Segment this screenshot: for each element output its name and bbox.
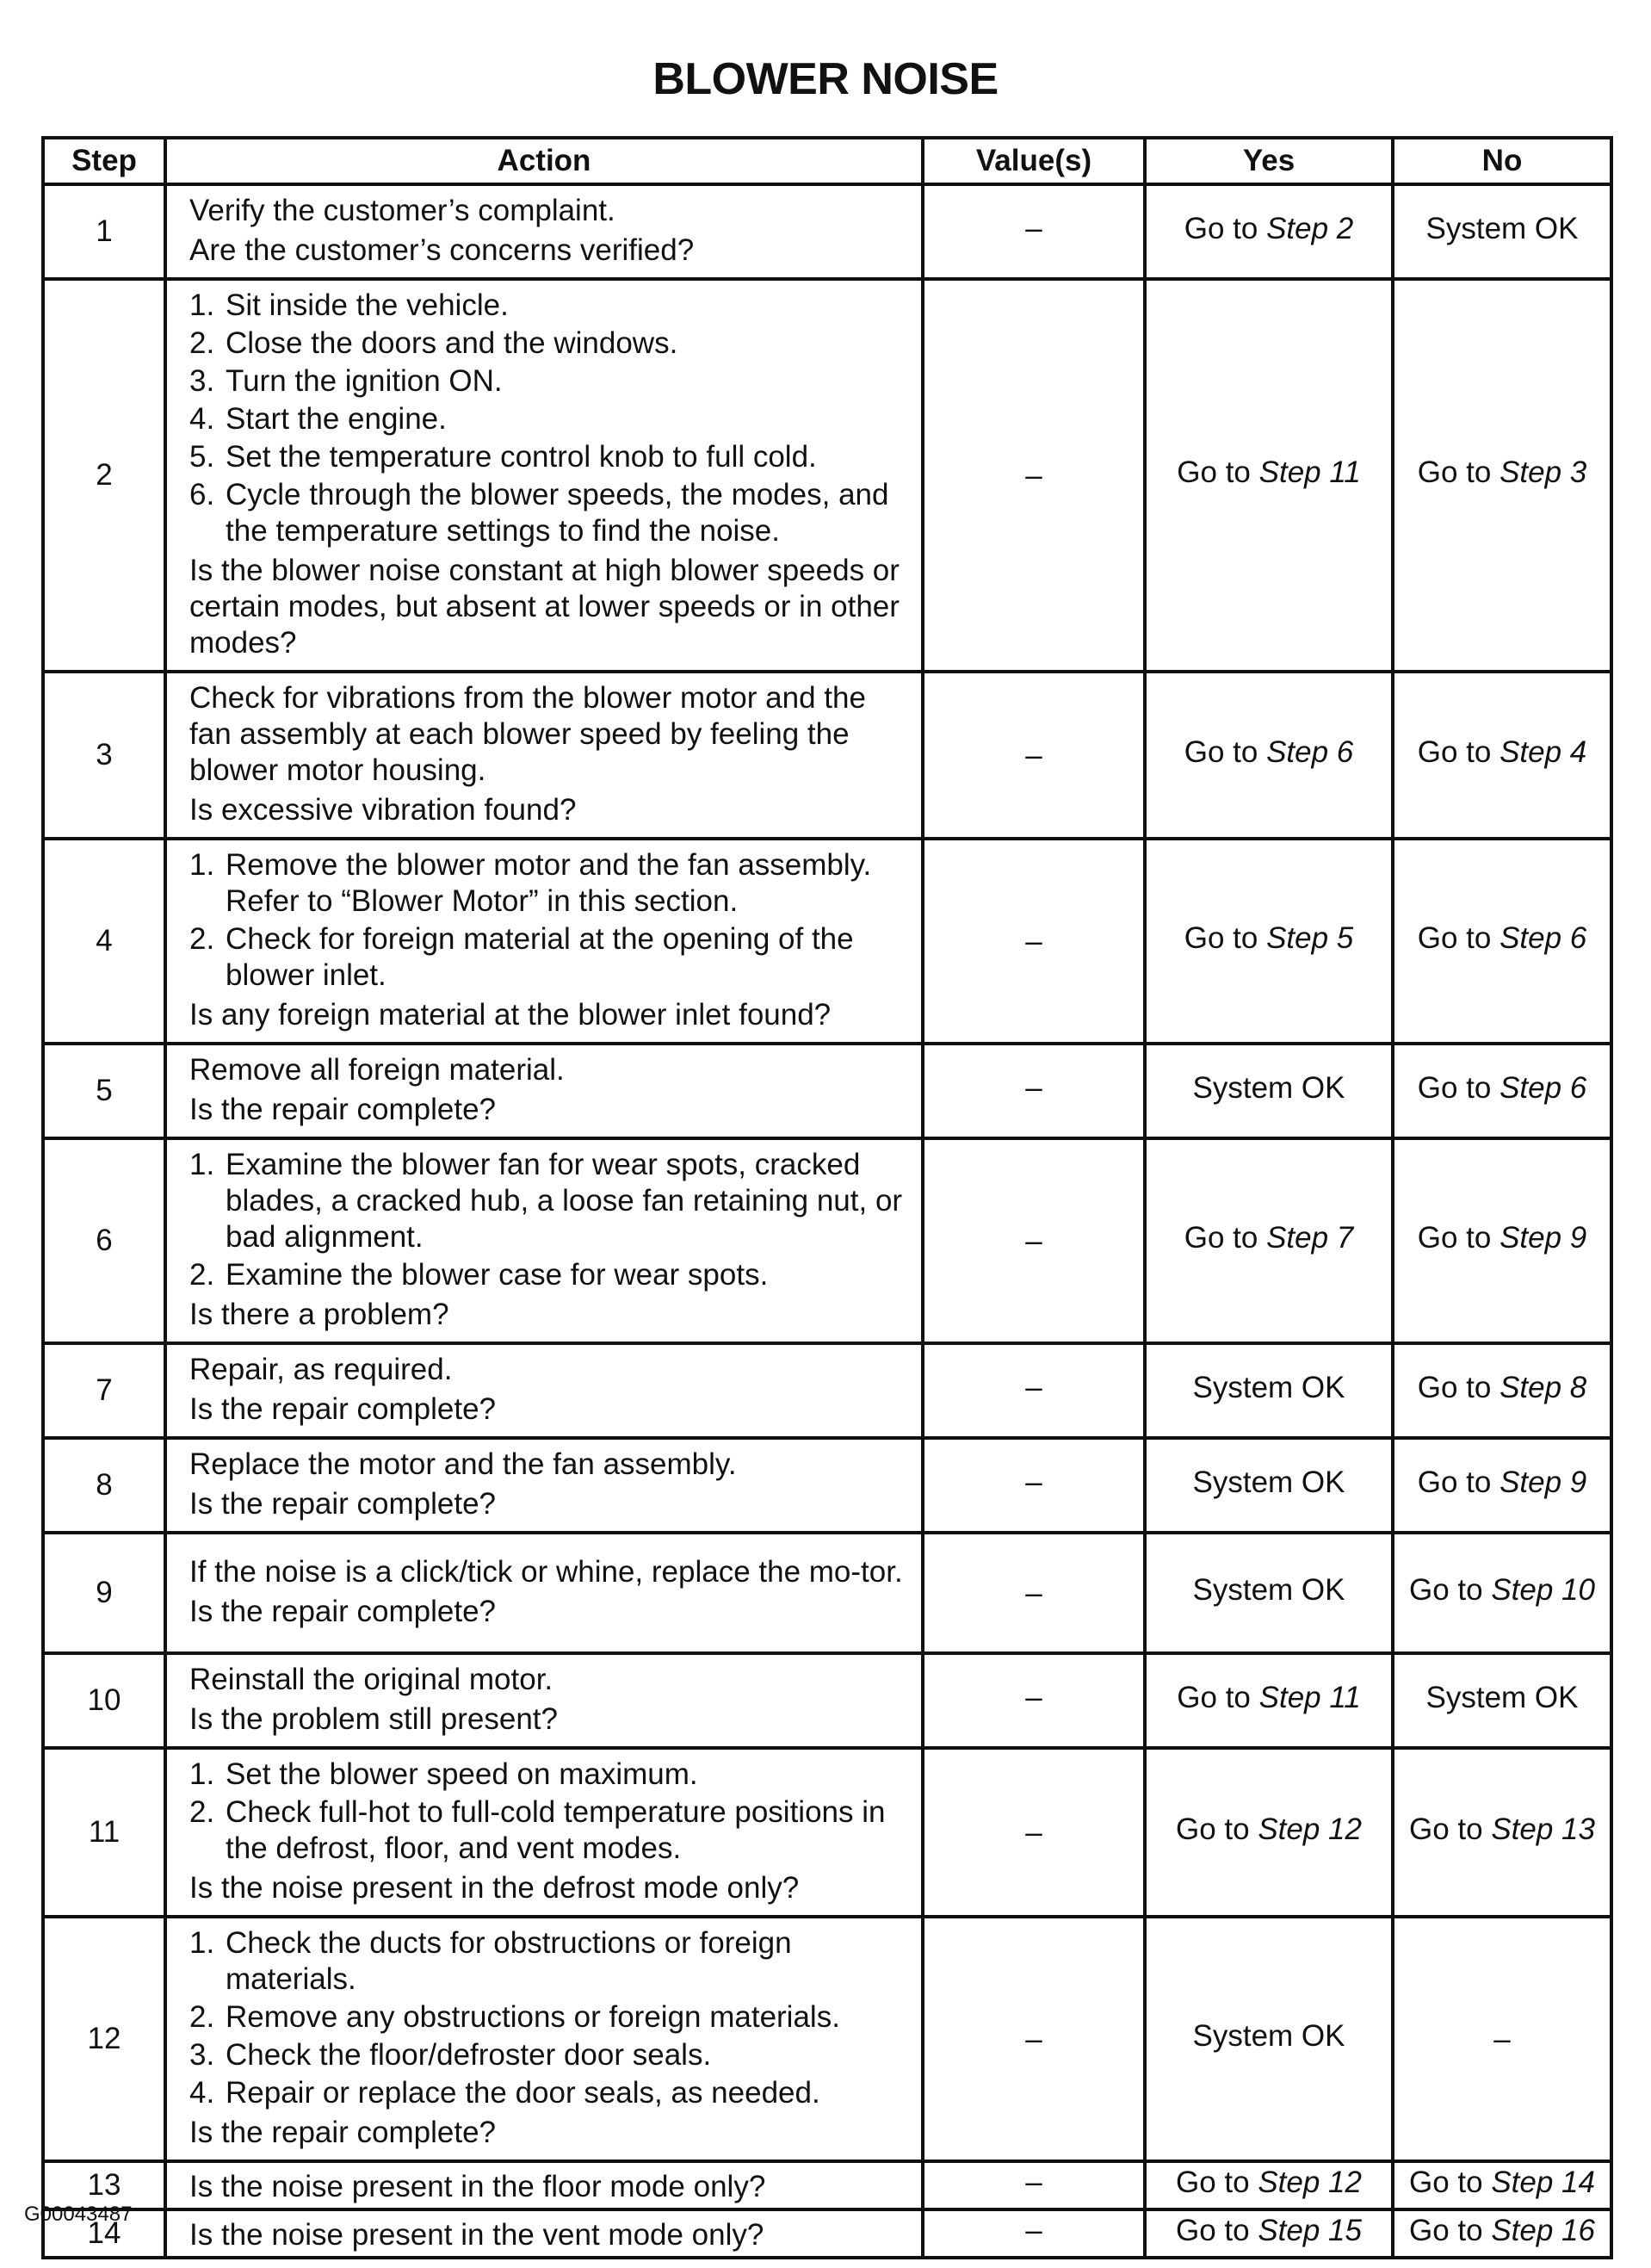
list-number: 1. [189,848,215,882]
table-row [43,2209,1611,2258]
action-cell [165,672,923,839]
no-text: Go to [1409,2213,1492,2247]
action-cell [165,279,923,672]
action-cell [165,839,923,1044]
step-number: 13 [43,2161,165,2209]
table-row [43,1533,1611,1653]
no-cell [1393,1748,1611,1917]
list-number: 1. [189,1148,215,1181]
no-cell [1393,672,1611,839]
no-step-ref: Step 8 [1500,1370,1587,1404]
value-cell: – [923,2161,1145,2209]
value-cell: – [923,672,1145,839]
list-number: 3. [189,364,215,398]
action-list-item [189,401,909,437]
list-number: 6. [189,478,215,511]
no-step-ref: Step 9 [1500,1465,1587,1499]
step-number: 7 [43,1343,165,1438]
list-number: 4. [189,402,215,436]
action-cell [165,1917,923,2161]
header-values: Value(s) [923,138,1145,184]
action-cell [165,1653,923,1748]
list-text: Check the ducts for obstructions or foreign materials. [226,1926,792,1996]
no-cell [1393,1343,1611,1438]
table-row [43,1044,1611,1138]
yes-cell [1145,1438,1393,1533]
yes-cell [1145,672,1393,839]
yes-text: System OK [1192,1370,1345,1404]
list-text: Cycle through the blower speeds, the modes, and the temperature settings to find the noise. [226,478,889,548]
table-row [43,1343,1611,1438]
table-row [43,279,1611,672]
value-cell: – [923,1138,1145,1343]
no-step-ref: Step 16 [1491,2213,1595,2247]
no-cell [1393,1044,1611,1138]
list-text: Check full-hot to full-cold temperature positions in the defrost, floor, and vent modes. [226,1795,886,1865]
list-number: 2. [189,2000,215,2034]
yes-text: Go to [1184,734,1267,769]
header-no: No [1393,138,1611,184]
yes-step-ref: Step 11 [1258,455,1361,489]
list-text: Check for foreign material at the opening of the blower inlet. [226,922,854,992]
step-number: 14 [43,2209,165,2258]
step-number: 6 [43,1138,165,1343]
no-text: Go to [1417,1070,1500,1105]
action-text: Repair, as required. [189,1353,453,1386]
action-text: Remove all foreign material. [189,1053,565,1087]
no-step-ref: Step 6 [1500,1070,1587,1105]
no-step-ref: Step 10 [1491,1572,1595,1607]
yes-text: Go to [1177,1680,1259,1714]
no-step-ref: Step 14 [1491,2165,1595,2199]
action-question: Is excessive vibration found? [189,793,577,827]
action-question: Is the repair complete? [189,1392,497,1426]
action-question: Is the repair complete? [189,1595,497,1628]
no-cell [1393,279,1611,672]
value-cell: – [923,1917,1145,2161]
list-text: Set the temperature control knob to full cold. [226,440,817,474]
action-list-item [189,477,909,549]
list-number: 4. [189,2076,215,2110]
yes-text: Go to [1176,1812,1258,1846]
no-cell [1393,2161,1611,2209]
no-cell [1393,839,1611,1044]
action-list-item [189,2075,909,2111]
list-number: 2. [189,922,215,956]
yes-text: System OK [1192,1572,1345,1607]
table-row [43,839,1611,1044]
yes-step-ref: Step 2 [1266,211,1354,245]
yes-cell [1145,1044,1393,1138]
list-text: Repair or replace the door seals, as needed. [226,2076,820,2110]
list-text: Remove any obstructions or foreign materials. [226,2000,840,2034]
step-number: 10 [43,1653,165,1748]
no-text: System OK [1425,1680,1579,1714]
yes-text: Go to [1176,2213,1258,2247]
no-cell [1393,1138,1611,1343]
action-question: Is the problem still present? [189,1702,558,1736]
yes-cell [1145,1917,1393,2161]
no-step-ref: Step 3 [1500,455,1587,489]
no-step-ref: Step 6 [1500,920,1587,955]
list-number: 3. [189,2038,215,2072]
action-text: Reinstall the original motor. [189,1663,553,1696]
action-cell [165,1044,923,1138]
yes-text: System OK [1192,1465,1345,1499]
action-text: Replace the motor and the fan assembly. [189,1447,737,1481]
no-text: System OK [1425,211,1579,245]
action-list-item [189,439,909,475]
yes-text: Go to [1184,920,1267,955]
action-question: Is there a problem? [189,1298,449,1331]
yes-cell [1145,184,1393,279]
action-list-item [189,847,909,920]
value-cell: – [923,279,1145,672]
no-cell [1393,2209,1611,2258]
action-question: Is the repair complete? [189,2116,497,2149]
step-number: 5 [43,1044,165,1138]
action-text: If the noise is a click/tick or whine, replace the mo-tor. [189,1555,903,1589]
action-question: Is the noise present in the floor mode only? [189,2170,766,2203]
yes-text: Go to [1177,455,1259,489]
no-text: Go to [1417,734,1500,769]
diagnostic-table [41,136,1613,2259]
yes-step-ref: Step 12 [1258,1812,1362,1846]
value-cell: – [923,839,1145,1044]
value-cell: – [923,2209,1145,2258]
no-text: – [1493,2022,1511,2056]
yes-cell [1145,2209,1393,2258]
list-text: Turn the ignition ON. [226,364,503,398]
action-list-item [189,1257,909,1293]
yes-text: System OK [1192,2018,1345,2053]
yes-cell [1145,839,1393,1044]
no-text: Go to [1409,1812,1492,1846]
value-cell: – [923,1748,1145,1917]
table-header-row [43,138,1611,184]
yes-cell [1145,1533,1393,1653]
action-list-item [189,1757,909,1793]
action-question: Is the noise present in the defrost mode only? [189,1871,800,1905]
action-list-item [189,325,909,362]
no-step-ref: Step 9 [1500,1220,1587,1255]
no-text: Go to [1417,455,1500,489]
yes-step-ref: Step 7 [1266,1220,1354,1255]
table-row [43,184,1611,279]
no-cell [1393,1917,1611,2161]
yes-step-ref: Step 6 [1266,734,1354,769]
no-text: Go to [1417,920,1500,955]
value-cell: – [923,1044,1145,1138]
no-text: Go to [1417,1465,1500,1499]
step-number: 8 [43,1438,165,1533]
list-number: 2. [189,1795,215,1829]
list-number: 2. [189,1258,215,1292]
table-row [43,1748,1611,1917]
no-cell [1393,184,1611,279]
action-cell [165,184,923,279]
no-text: Go to [1417,1220,1500,1255]
step-number: 3 [43,672,165,839]
yes-cell [1145,2161,1393,2209]
header-yes: Yes [1145,138,1393,184]
header-action: Action [165,138,923,184]
action-cell [165,1138,923,1343]
no-step-ref: Step 4 [1500,734,1587,769]
action-question: Is the repair complete? [189,1093,497,1126]
value-cell: – [923,1533,1145,1653]
table-row [43,2161,1611,2209]
yes-step-ref: Step 5 [1266,920,1354,955]
yes-text: Go to [1176,2165,1258,2199]
list-text: Examine the blower fan for wear spots, cracked blades, a cracked hub, a loose fan retaining nut, or bad alignment. [226,1148,903,1254]
action-list-item [189,1999,909,2036]
action-cell [165,1343,923,1438]
yes-step-ref: Step 11 [1258,1680,1361,1714]
value-cell: – [923,1438,1145,1533]
action-cell [165,1748,923,1917]
yes-cell [1145,1748,1393,1917]
table-row [43,1438,1611,1533]
action-question: Is the blower noise constant at high blower speeds or certain modes, but absent at lower speeds or in other modes? [189,554,900,660]
list-text: Remove the blower motor and the fan assembly. Refer to “Blower Motor” in this section. [226,848,872,918]
yes-cell [1145,1343,1393,1438]
list-text: Examine the blower case for wear spots. [226,1258,769,1292]
action-text: Verify the customer’s complaint. [189,194,615,227]
list-text: Close the doors and the windows. [226,326,678,360]
list-number: 1. [189,1757,215,1791]
action-question: Is the noise present in the vent mode only? [189,2218,764,2252]
action-list-item [189,363,909,400]
no-text: Go to [1409,1572,1492,1607]
yes-step-ref: Step 12 [1258,2165,1362,2199]
header-step: Step [43,138,165,184]
action-cell [165,2161,923,2209]
step-number: 9 [43,1533,165,1653]
action-cell [165,2209,923,2258]
step-number: 11 [43,1748,165,1917]
step-number: 2 [43,279,165,672]
action-list-item [189,1147,909,1255]
yes-text: System OK [1192,1070,1345,1105]
list-text: Sit inside the vehicle. [226,288,509,322]
yes-step-ref: Step 15 [1258,2213,1362,2247]
table-row [43,1653,1611,1748]
table-body [43,184,1611,2258]
table-row [43,1138,1611,1343]
list-number: 1. [189,1926,215,1960]
yes-text: Go to [1184,1220,1267,1255]
action-question: Is the repair complete? [189,1487,497,1521]
no-step-ref: Step 13 [1491,1812,1595,1846]
no-text: Go to [1409,2165,1492,2199]
action-list-item [189,1794,909,1867]
action-question: Is any foreign material at the blower inlet found? [189,998,832,1032]
table-row [43,1917,1611,2161]
list-text: Start the engine. [226,402,447,436]
list-number: 5. [189,440,215,474]
list-text: Set the blower speed on maximum. [226,1757,698,1791]
action-list-item [189,288,909,324]
action-cell [165,1533,923,1653]
value-cell: – [923,184,1145,279]
action-list-item [189,921,909,994]
value-cell: – [923,1653,1145,1748]
no-text: Go to [1417,1370,1500,1404]
document-title: BLOWER NOISE [652,54,999,104]
action-question: Are the customer’s concerns verified? [189,233,695,267]
list-text: Check the floor/defroster door seals. [226,2038,712,2072]
action-list-item [189,1925,909,1998]
action-cell [165,1438,923,1533]
step-number: 1 [43,184,165,279]
list-number: 2. [189,326,215,360]
yes-cell [1145,279,1393,672]
value-cell: – [923,1343,1145,1438]
step-number: 4 [43,839,165,1044]
list-number: 1. [189,288,215,322]
step-number: 12 [43,1917,165,2161]
no-cell [1393,1653,1611,1748]
no-cell [1393,1533,1611,1653]
action-text: Check for vibrations from the blower motor and the fan assembly at each blower speed by feeling the blower motor housing. [189,681,866,787]
yes-cell [1145,1138,1393,1343]
yes-text: Go to [1184,211,1267,245]
no-cell [1393,1438,1611,1533]
figure-code: G00043487 [24,2203,133,2226]
yes-cell [1145,1653,1393,1748]
table-row [43,672,1611,839]
action-list-item [189,2037,909,2073]
